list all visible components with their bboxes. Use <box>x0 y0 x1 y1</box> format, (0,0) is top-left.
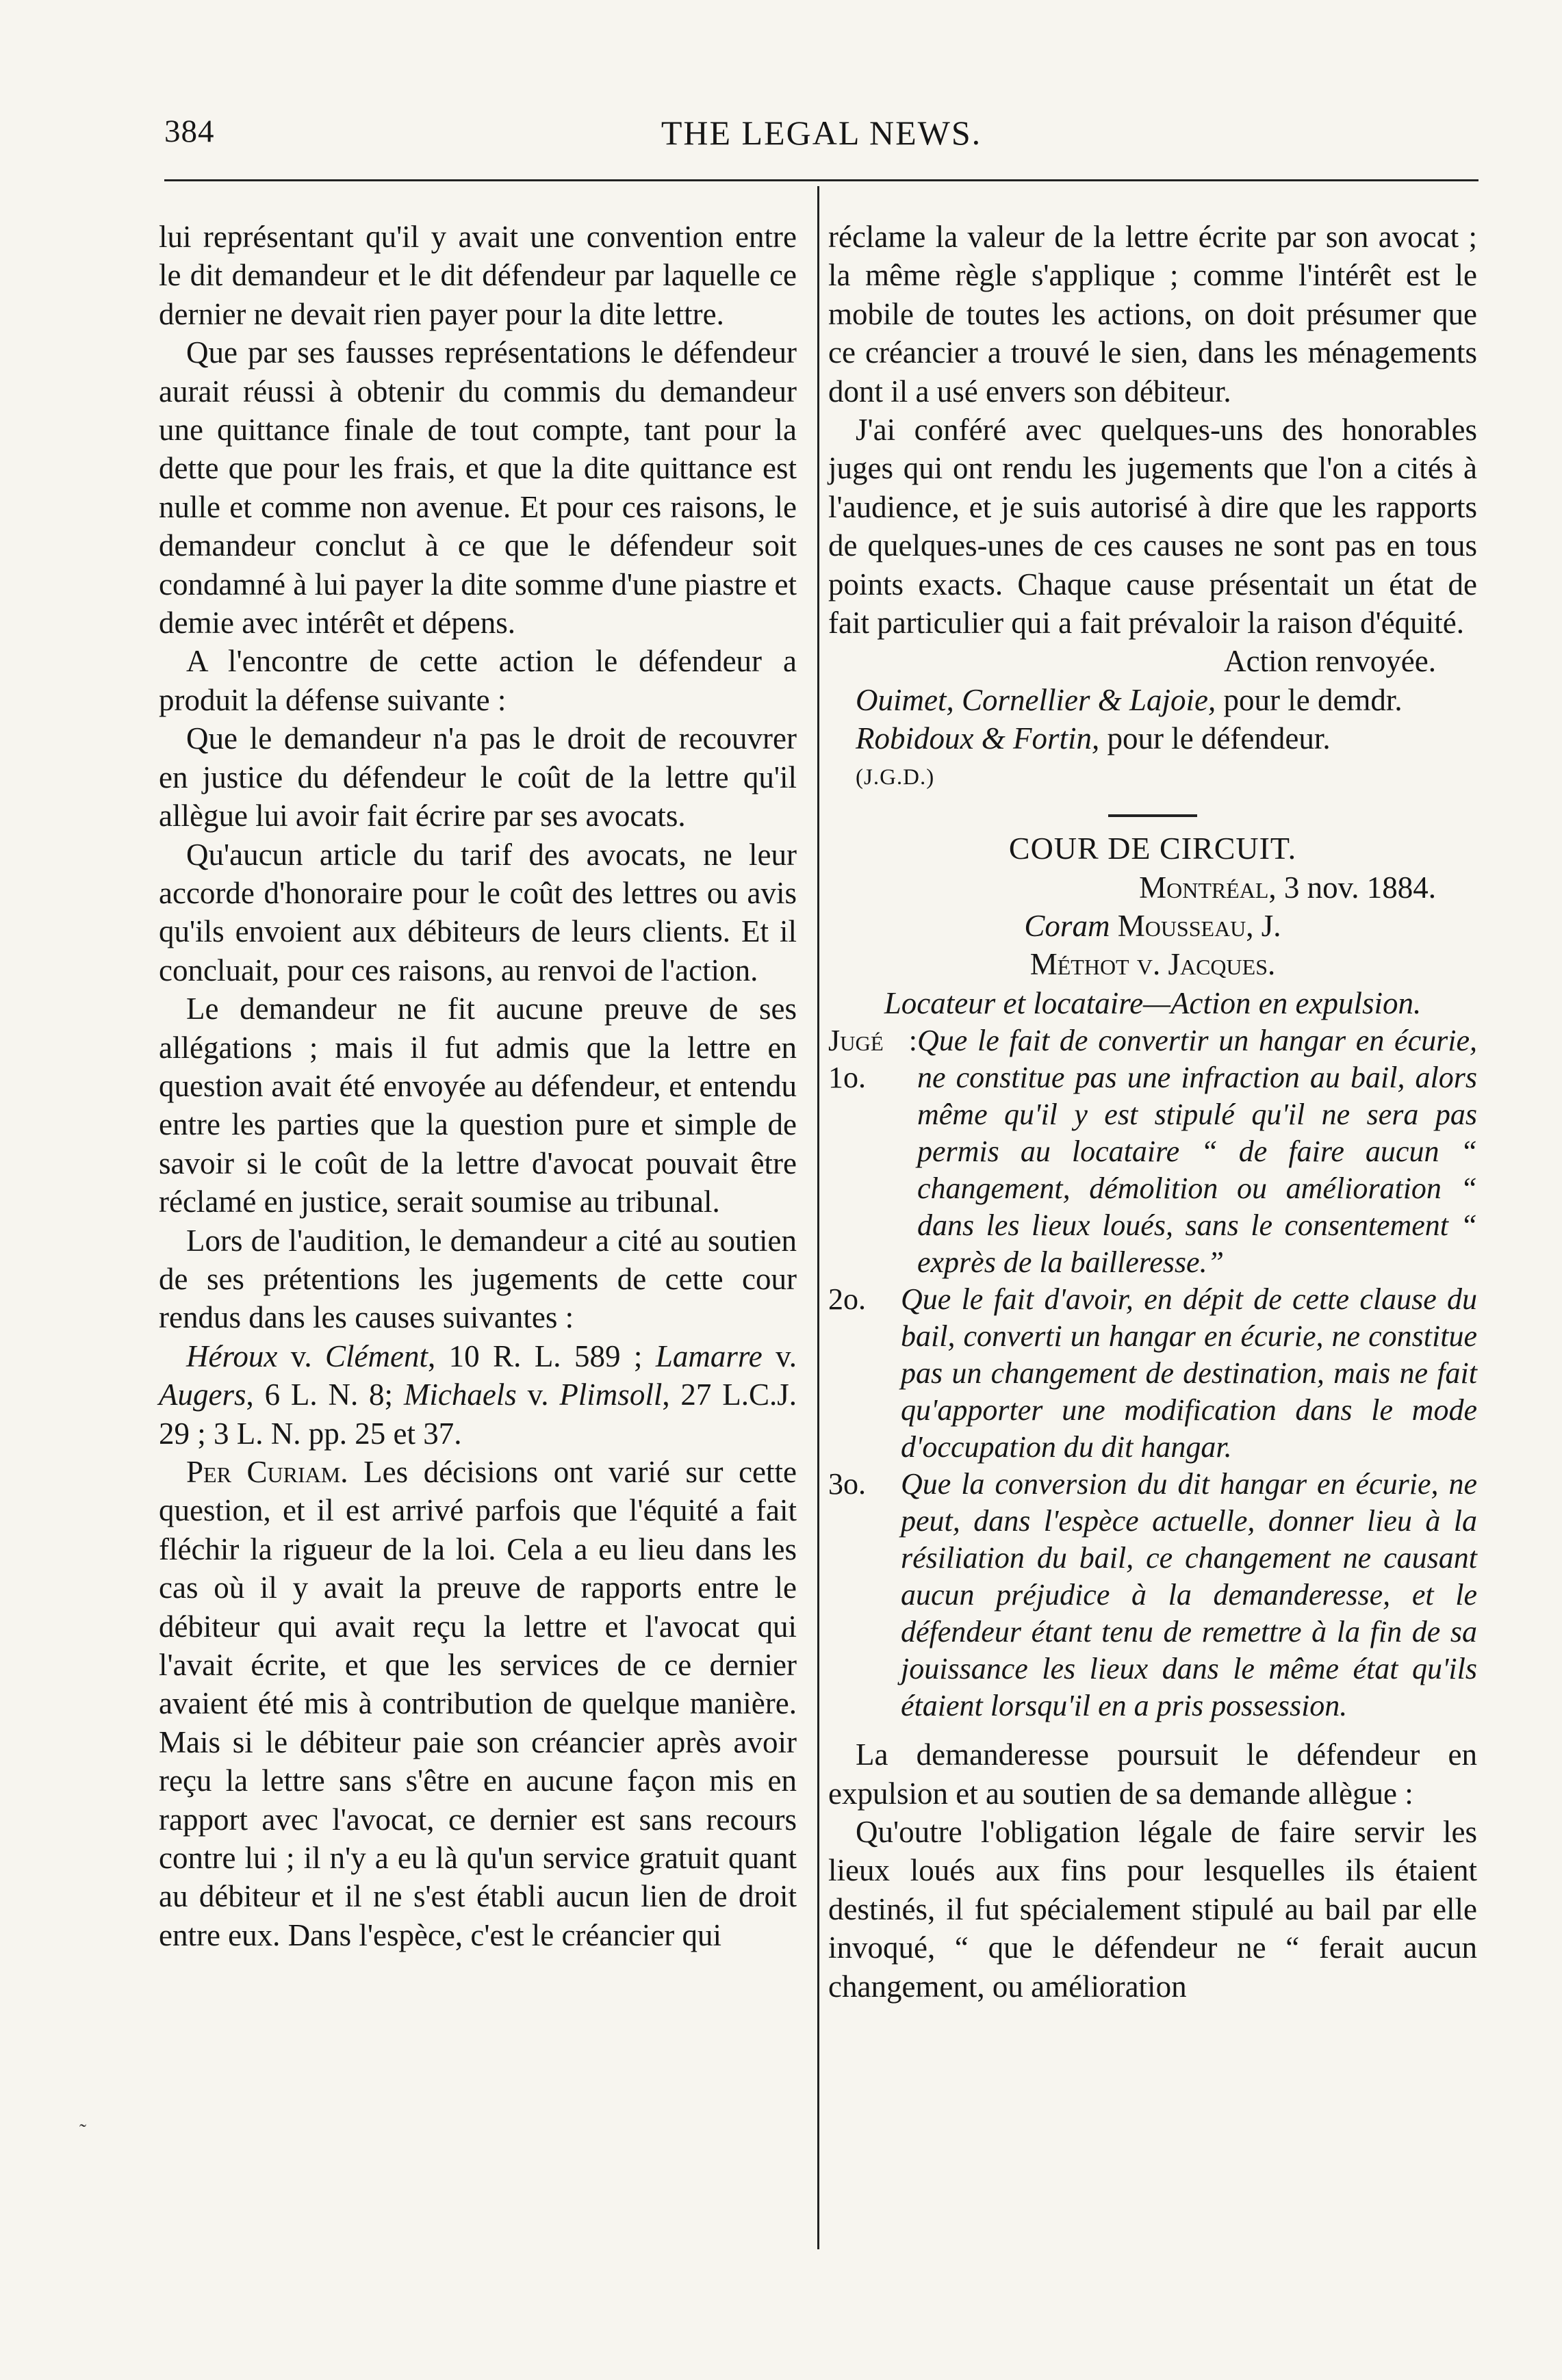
holding-text: Que le fait d'avoir, en dépit de cette clause du bail, converti un hangar en écurie, ne constitue pas un changement de destination, mais ne fait qu'apporter une modification dans le mode d'occupation du dit hangar. <box>901 1282 1477 1464</box>
case-name: Clément <box>325 1338 428 1373</box>
holding-item <box>828 1466 1477 1724</box>
holding-item <box>828 1281 1477 1466</box>
holding-item <box>828 1022 1477 1281</box>
place: Montréal, <box>1139 870 1277 905</box>
paragraph: réclame la valeur de la lettre écrite par son avocat ; la même règle s'applique ; comme l'intérêt est le mobile de toutes les actions, on doit présumer que ce créancier a trouvé le sien, dans les ménagements dont il a usé envers son débiteur. <box>828 220 1477 409</box>
holding-number: 2o. <box>828 1282 866 1317</box>
right-column <box>828 218 1477 2006</box>
counsel-line <box>828 719 1477 758</box>
juge-label: Jugé : <box>828 1024 917 1058</box>
reporter-initials: (J.G.D.) <box>856 764 935 790</box>
paragraph: La demanderesse poursuit le défendeur en expulsion et au soutien de sa demande allègue : <box>828 1737 1477 1811</box>
per-curiam-label: Per Curiam. <box>186 1455 348 1489</box>
case-name: Augers <box>159 1377 246 1412</box>
paragraph: Lors de l'audition, le demandeur a cité au soutien de ses prétentions les jugements de cette cour rendus dans les causes suivantes : <box>159 1223 797 1335</box>
citation-text: , 27 L.C.J. 29 ; 3 L. N. pp. 25 et 37. <box>159 1377 797 1451</box>
outcome: Action renvoyée. <box>1224 644 1436 679</box>
paragraph: A l'encontre de cette action le défendeur a produit la défense suivante : <box>159 644 797 717</box>
case-parties: Méthot v. Jacques. <box>1029 947 1276 982</box>
case-name: Héroux <box>186 1338 278 1373</box>
citation-text: , 10 R. L. 589 ; <box>427 1338 656 1373</box>
paragraph: Que le demandeur n'a pas le droit de recouvrer en justice du défendeur le coût de la lettre qu'il allègue lui avoir fait écrire par ses avocats. <box>159 721 797 833</box>
citation-text: , 6 L. N. 8; <box>246 1377 404 1412</box>
citation-text: v. <box>516 1377 560 1412</box>
page-header <box>164 113 1478 161</box>
case-name: Michaels <box>403 1377 517 1412</box>
opinion-paragraph <box>159 1453 797 1954</box>
holding-text: Que le fait de convertir un hangar en écurie, ne constitue pas une infraction au bail, alors même qu'il y est stipulé qu'il ne sera pas permis au locataire “ de faire aucun “ changement, démolition ou amélioration “ dans les lieux loués, sans le consentement “ exprès de la bailleresse.” <box>917 1024 1477 1280</box>
counsel-role: pour le défendeur. <box>1099 721 1331 756</box>
judge-name: Mousseau, J. <box>1110 908 1281 943</box>
holding-label <box>828 1022 917 1281</box>
header-rule <box>164 179 1478 181</box>
holding-number: 3o. <box>828 1467 866 1501</box>
counsel-role: pour le demdr. <box>1216 682 1403 717</box>
case-name: Plimsoll <box>559 1377 663 1412</box>
running-title: THE LEGAL NEWS. <box>661 114 982 152</box>
place-date <box>828 868 1477 907</box>
counsel-names: Robidoux & Fortin, <box>856 721 1100 756</box>
paragraph: Le demandeur ne fit aucune preuve de ses allégations ; mais il fut admis que la lettre en question avait été envoyée au défendeur, et entendu entre les parties que la question pure et simple de savoir si le coût de la lettre d'avocat pouvait être réclamé en justice, serait soumise au tribunal. <box>159 992 797 1219</box>
case-subject: Locateur et locataire—Action en expulsion. <box>884 985 1422 1020</box>
counsel-line <box>828 681 1477 719</box>
court-title: COUR DE CIRCUIT. <box>1008 831 1297 866</box>
counsel-names: Ouimet, Cornellier & Lajoie, <box>856 682 1216 717</box>
coram-line <box>828 907 1477 945</box>
holding-number: 1o. <box>828 1061 866 1095</box>
paragraph: lui représentant qu'il y avait une convention entre le dit demandeur et le dit défendeur par laquelle ce dernier ne devait rien payer pour la dite lettre. <box>159 220 797 331</box>
opinion-text: Les décisions ont varié sur cette question, et il est arrivé parfois que l'équité a fait fléchir la rigueur de la loi. Cela a eu lieu dans les cas où il y avait la preuve de rapports entre le débiteur qui avait reçu la lettre et l'avocat qui l'avait écrite, et que les services de ce dernier avaient été mis à contribution de quelque manière. Mais si le débiteur paie son créancier après avoir reçu la lettre sans s'être en aucune façon mis en rapport avec l'avocat, ce dernier est sans recours contre lui ; il n'y a eu là qu'un service gratuit quant au débiteur et il ne s'est établi aucun lien de droit entre eux. Dans l'espèce, c'est le créancier qui <box>159 1455 797 1952</box>
case-citations <box>159 1337 797 1453</box>
coram-label: Coram <box>1024 908 1110 943</box>
holding-text: Que la conversion du dit hangar en écurie, ne peut, dans l'espèce actuelle, donner lieu à la résiliation du bail, ce changement ne causant aucun préjudice à la demanderesse, et le défendeur étant tenu de remettre à la fin de sa jouissance les lieux dans le même état qu'ils étaient lorsqu'il en a pris possession. <box>901 1467 1477 1723</box>
date: 3 nov. 1884. <box>1276 870 1436 905</box>
holdings <box>828 1022 1477 1724</box>
paragraph: J'ai conféré avec quelques-uns des honorables juges qui ont rendu les jugements que l'on a cités à l'audience, et je suis autorisé à dire que les rapports de quelques-unes de ces causes ne sont pas en tous points exacts. Chaque cause présentait un état de fait particulier qui a fait prévaloir la raison d'équité. <box>828 413 1477 641</box>
section-divider <box>1108 814 1197 817</box>
citation-text: v. <box>762 1338 797 1373</box>
citation-text: v. <box>277 1338 326 1373</box>
page-number: 384 <box>164 114 215 149</box>
paragraph: Qu'outre l'obligation légale de faire servir les lieux loués aux fins pour lesquelles ils étaient destinés, il fut spécialement stipulé au bail par elle invoqué, “ que le défendeur ne “ ferait aucun changement, ou amélioration <box>828 1814 1477 2004</box>
case-name: Lamarre <box>655 1338 763 1373</box>
margin-mark: ˜ <box>79 2120 86 2143</box>
paragraph: Qu'aucun article du tarif des avocats, ne leur accorde d'honoraire pour le coût des lettres ou avis qu'ils envoient aux débiteurs de leurs clients. Et il concluait, pour ces raisons, au renvoi de l'action. <box>159 837 797 987</box>
paragraph: Que par ses fausses représentations le défendeur aurait réussi à obtenir du commis du demandeur une quittance finale de tout compte, tant pour la dette que pour les frais, et que la dite quittance est nulle et comme non avenue. Et pour ces raisons, le demandeur conclut à ce que le défendeur soit condamné à lui payer la dite somme d'une piastre et demie avec intérêt et dépens. <box>159 335 797 641</box>
column-divider <box>817 186 819 2249</box>
left-column <box>159 218 797 1954</box>
